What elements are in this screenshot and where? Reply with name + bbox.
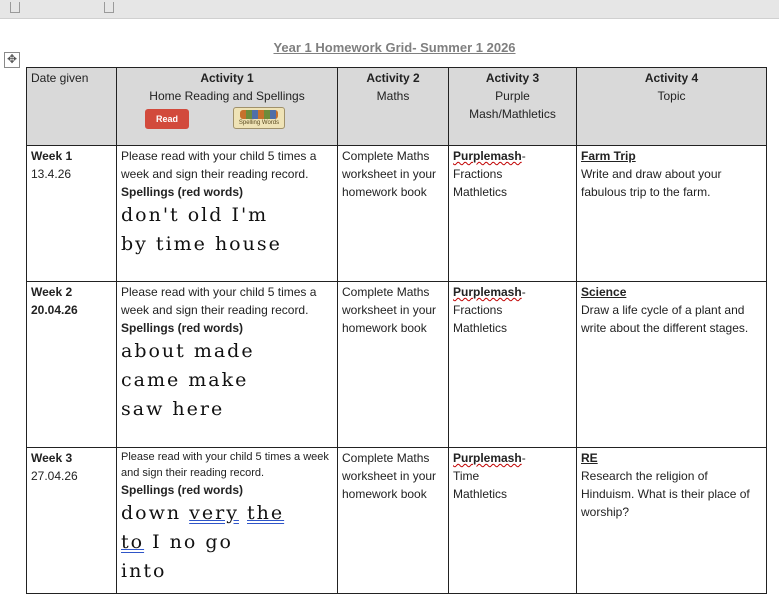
header-activity-2: Activity 2 Maths [338,68,449,146]
header-activity-4: Activity 4 Topic [577,68,767,146]
spelling-line: don't old I'm [121,204,269,226]
reading-spellings-cell: Please read with your child 5 times a week and sign their reading record. Spellings (red words) about made came make saw here [117,282,338,448]
maths-cell: Complete Maths worksheet in your homework book [338,282,449,448]
spelling-line: about made [121,340,255,362]
spelling-words-image: Spelling Words [233,107,285,129]
purplemash-cell: Purplemash- Fractions Mathletics [449,146,577,282]
spelling-line: came make [121,369,249,391]
document-ribbon [0,0,779,19]
topic-cell: RE Research the religion of Hinduism. What is their place of worship? [577,448,767,594]
header-row [27,68,767,146]
table-row [27,146,767,282]
homework-grid [26,67,767,594]
spelling-line: into [121,560,167,582]
header-activity-3: Activity 3 Purple Mash/Mathletics [449,68,577,146]
week-cell: Week 2 20.04.26 [27,282,117,448]
week-cell: Week 3 27.04.26 [27,448,117,594]
table-move-handle-icon[interactable]: ✥ [4,52,20,68]
header-date-given: Date given [27,68,117,146]
reading-spellings-cell: Please read with your child 5 times a week and sign their reading record. Spellings (red words) down very the to I no go into [117,448,338,594]
page-title: Year 1 Homework Grid- Summer 1 2026 [273,40,516,55]
topic-cell: Science Draw a life cycle of a plant and write about the different stages. [577,282,767,448]
maths-cell: Complete Maths worksheet in your homework book [338,448,449,594]
spelling-line: by time house [121,233,282,255]
reading-spellings-cell: Please read with your child 5 times a week and sign their reading record. Spellings (red words) don't old I'm by time house [117,146,338,282]
purplemash-cell: Purplemash- Fractions Mathletics [449,282,577,448]
maths-cell: Complete Maths worksheet in your homework book [338,146,449,282]
read-logo-image: Read [145,109,189,129]
spelling-line: saw here [121,398,225,420]
table-row [27,282,767,448]
ruler-marker [104,2,114,13]
header-activity-1: Activity 1 Home Reading and Spellings Read Spelling Words [117,68,338,146]
topic-cell: Farm Trip Write and draw about your fabulous trip to the farm. [577,146,767,282]
spelling-line: down very the [121,502,285,524]
table-row [27,448,767,594]
week-cell: Week 1 13.4.26 [27,146,117,282]
purplemash-cell: Purplemash- Time Mathletics [449,448,577,594]
ruler-marker [10,2,20,13]
spelling-line: to I no go [121,531,233,553]
